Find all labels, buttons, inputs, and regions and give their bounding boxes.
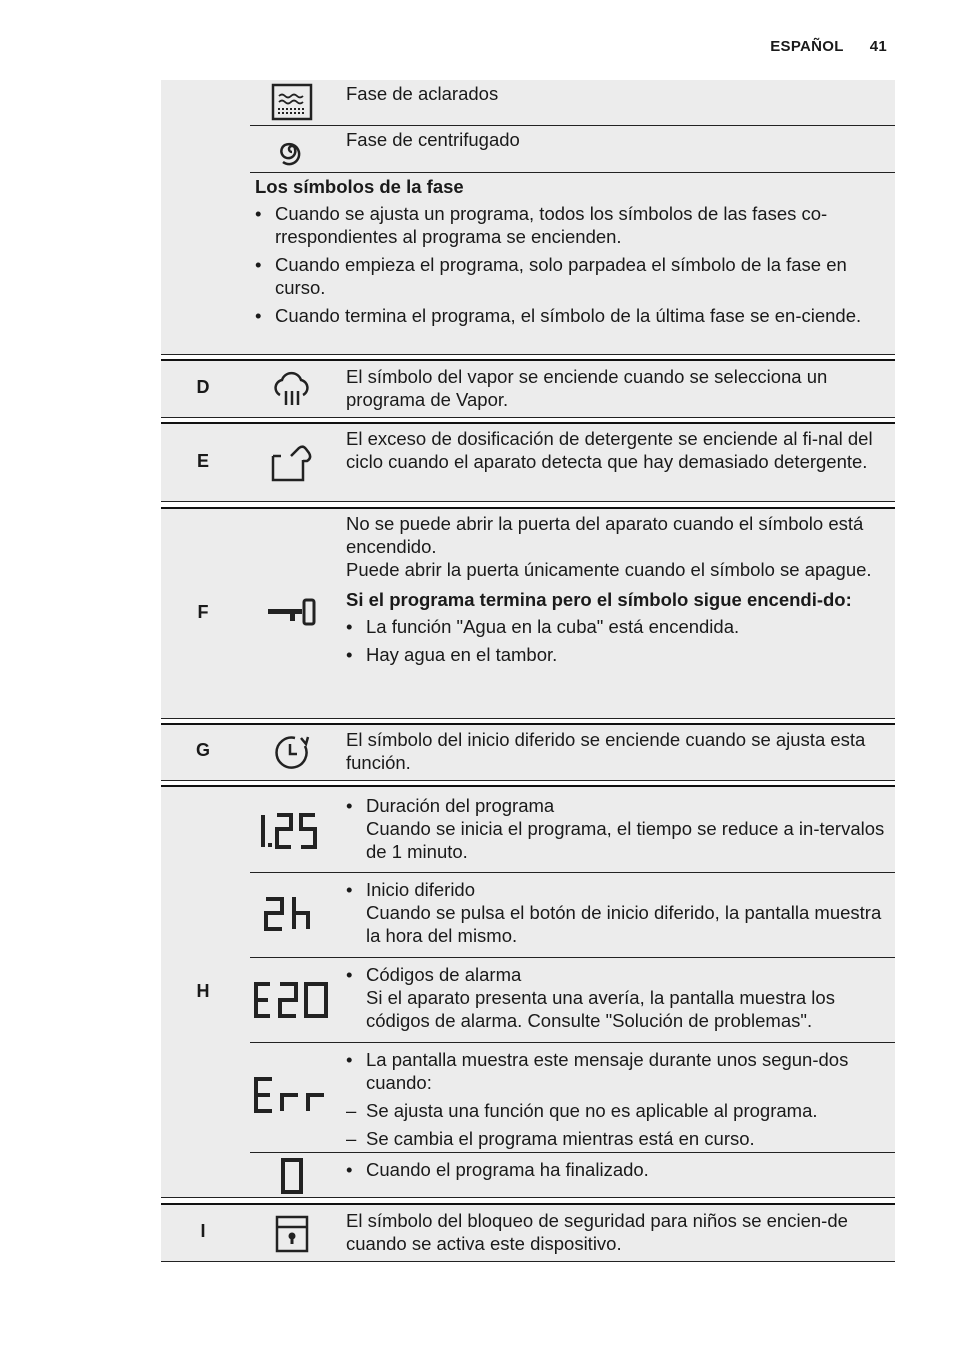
display-row	[250, 1153, 895, 1197]
display-2h-icon	[250, 895, 334, 933]
phase-symbols-heading: Los símbolos de la fase	[255, 176, 464, 197]
row-e	[161, 424, 895, 501]
row-letter: I	[200, 1221, 206, 1241]
row-letter: F	[197, 602, 209, 622]
display-desc: Cuando se pulsa el botón de inicio diferido, la pantalla muestra la hora del mismo.	[366, 902, 882, 946]
list-item: • Códigos de alarma	[346, 963, 886, 986]
display-err-icon	[250, 1075, 334, 1115]
list-item: • La pantalla muestra este mensaje durante unos segun-dos cuando:	[346, 1048, 886, 1094]
list-item: • Duración del programa	[346, 794, 886, 817]
dash-item: – Se cambia el programa mientras está en curso.	[346, 1127, 886, 1150]
row-f	[161, 509, 895, 718]
delay-start-icon	[261, 734, 323, 772]
row-e-text: El exceso de dosificación de detergente se enciende al fi-nal del ciclo cuando el aparato detecta que hay demasiado detergente.	[346, 428, 873, 472]
row-h	[161, 787, 895, 1197]
row-f-text2: Puede abrir la puerta únicamente cuando el símbolo se apague.	[346, 559, 872, 580]
list-item: • La función "Agua en la cuba" está encendida.	[346, 615, 886, 638]
spin-phase-row	[161, 126, 895, 172]
page-number: 41	[869, 38, 887, 55]
display-row	[250, 1043, 895, 1152]
list-item: • Hay agua en el tambor.	[346, 643, 886, 666]
display-row	[250, 787, 895, 872]
language-label: ESPAÑOL	[770, 38, 844, 55]
row-g-text: El símbolo del inicio diferido se enciende cuando se ajusta esta función.	[346, 729, 866, 773]
rinse-phase-text: Fase de aclarados	[346, 83, 499, 104]
list-item: • Cuando termina el programa, el símbolo de la última fase se en-ciende.	[255, 304, 885, 327]
list-item: • Cuando el programa ha finalizado.	[346, 1158, 886, 1181]
row-d-text: El símbolo del vapor se enciende cuando se selecciona un programa de Vapor.	[346, 366, 828, 410]
row-f-bold: Si el programa termina pero el símbolo sigue encendi-do:	[346, 589, 852, 610]
spin-phase-text: Fase de centrifugado	[346, 129, 520, 150]
phase-block	[161, 80, 895, 354]
display-row	[250, 873, 895, 957]
rinse-phase-icon	[261, 82, 323, 122]
page-header	[770, 38, 887, 55]
row-letter: D	[196, 377, 210, 397]
child-lock-icon	[261, 1214, 323, 1254]
row-d	[161, 361, 895, 417]
list-item: • Cuando se ajusta un programa, todos los símbolos de las fases co-rrespondientes al programa se encienden.	[255, 202, 885, 248]
row-letter: G	[195, 740, 210, 760]
detergent-overdose-icon	[261, 444, 323, 484]
phase-symbols-section	[161, 173, 895, 354]
row-i	[161, 1205, 895, 1261]
list-item: • Cuando empieza el programa, solo parpadea el símbolo de la fase en curso.	[255, 253, 885, 299]
display-row	[250, 958, 895, 1042]
display-e20-icon	[250, 980, 334, 1020]
steam-icon	[261, 369, 323, 409]
dash-item: – Se ajusta una función que no es aplicable al programa.	[346, 1099, 886, 1122]
row-letter: H	[196, 981, 210, 1001]
row-g	[161, 725, 895, 780]
display-desc: Cuando se inicia el programa, el tiempo se reduce a in-tervalos de 1 minuto.	[366, 818, 885, 862]
row-letter: E	[196, 451, 209, 471]
row-f-text1: No se puede abrir la puerta del aparato cuando el símbolo está encendido.	[346, 513, 864, 557]
rinse-phase-row	[161, 80, 895, 125]
door-lock-icon	[261, 597, 323, 627]
display-0-icon	[250, 1157, 334, 1195]
list-item: • Inicio diferido	[346, 878, 886, 901]
display-1-25-icon	[250, 811, 334, 851]
row-i-text: El símbolo del bloqueo de seguridad para niños se encien-de cuando se activa este dispositivo.	[346, 1210, 848, 1254]
spin-phase-icon	[261, 132, 323, 170]
display-desc: Si el aparato presenta una avería, la pantalla muestra los códigos de alarma. Consulte "Solución de problemas".	[366, 987, 835, 1031]
